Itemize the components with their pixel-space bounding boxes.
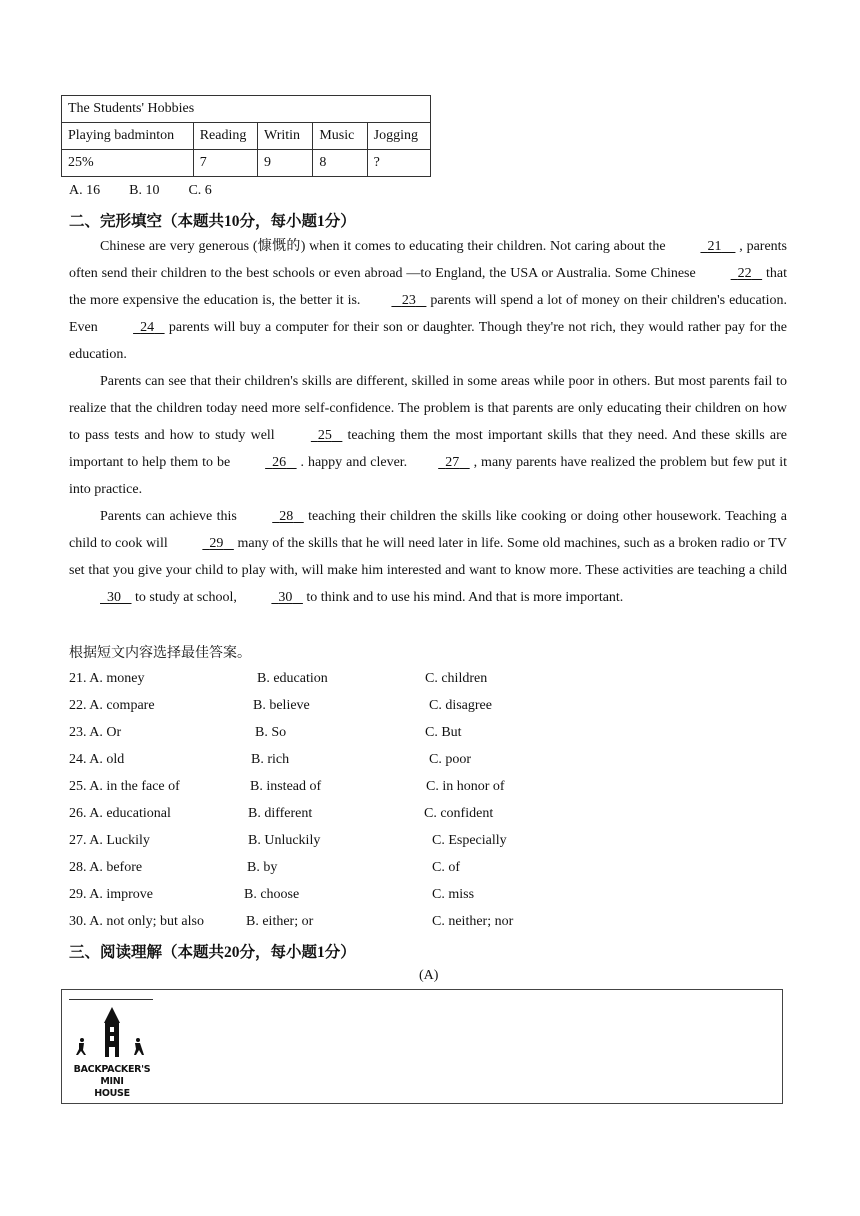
table-header-cell: Music bbox=[313, 123, 367, 150]
blank-26: 26 bbox=[272, 455, 287, 470]
passage-label: (A) bbox=[419, 968, 439, 983]
option-a: A. 16 bbox=[69, 183, 101, 198]
list-item: 23. A. Or B. So C. But bbox=[69, 725, 462, 740]
paragraph-2: Parents can see that their children's skills are different, skilled in some areas while poor in others. But most parents fail to realize that the children today need more self-confidence. The problem is that parents are only educating their children on how to pass tests and how to study well 25 teaching them the most important skills that they need. And these skills are important to help them to be 26 . happy and clever. 27 , many parents have realized the problem but few put it into practice. bbox=[69, 374, 788, 497]
list-item: 28. A. before B. by C. of bbox=[69, 860, 460, 875]
table-title: The Students' Hobbies bbox=[62, 96, 431, 123]
instruction: 根据短文内容选择最佳答案。 bbox=[69, 646, 251, 661]
option-c: C. 6 bbox=[188, 183, 212, 198]
list-item: 24. A. old B. rich C. poor bbox=[69, 752, 471, 767]
list-item: 26. A. educational B. different C. confident bbox=[69, 806, 494, 821]
section2-title: 二、完形填空（本题共10分，每小题1分） bbox=[69, 213, 356, 230]
option-b: B. 10 bbox=[129, 183, 160, 198]
blank-21: 21 bbox=[707, 239, 722, 254]
blank-28: 28 bbox=[279, 509, 294, 524]
list-item: 27. A. Luckily B. Unluckily C. Especially bbox=[69, 833, 507, 848]
table-header-cell: Jogging bbox=[367, 123, 430, 150]
table-header-row bbox=[62, 123, 431, 150]
table-cell: 8 bbox=[313, 150, 367, 177]
blank-29: 29 bbox=[209, 536, 224, 551]
blank-24: 24 bbox=[140, 320, 155, 335]
q20-options bbox=[69, 183, 212, 199]
paragraph-1: Chinese are very generous (慷慨的) when it comes to educating their children. Not caring about the 21 , parents often send their children to the best schools or even abroad —to England, the USA or Australia. Some Chinese 22 that the more expensive the education is, the better it is. 23 parents will spend a lot of money on their children's education. Even 24 parents will buy a computer for their son or daughter. Though they're not rich, they would rather pay for the education. bbox=[69, 233, 787, 368]
table-cell: 9 bbox=[258, 150, 313, 177]
hobbies-table bbox=[61, 95, 431, 177]
house-icon bbox=[68, 1007, 158, 1059]
list-item: 25. A. in the face of B. instead of C. in honor of bbox=[69, 779, 505, 794]
divider bbox=[69, 999, 153, 1000]
reading-passage-box bbox=[61, 989, 783, 1104]
blank-30a: 30 bbox=[107, 590, 121, 605]
table-cell: 25% bbox=[62, 150, 194, 177]
backpacker-logo bbox=[68, 1007, 158, 1097]
blank-22: 22 bbox=[737, 266, 752, 281]
blank-30b: 30 bbox=[278, 590, 293, 605]
table-header-cell: Reading bbox=[193, 123, 257, 150]
blank-27: 27 bbox=[445, 455, 460, 470]
blank-25: 25 bbox=[317, 428, 332, 443]
list-item: 22. A. compare B. believe C. disagree bbox=[69, 698, 492, 713]
list-item: 21. A. money B. education C. children bbox=[69, 671, 488, 686]
logo-text: BACKPACKER'S MINI HOUSE bbox=[73, 1064, 151, 1099]
table-cell: ? bbox=[367, 150, 430, 177]
table-cell: 7 bbox=[193, 150, 257, 177]
table-header-cell: Playing badminton bbox=[62, 123, 194, 150]
section3-title: 三、阅读理解（本题共20分，每小题1分） bbox=[69, 944, 356, 961]
table-row bbox=[62, 150, 431, 177]
cloze-passage bbox=[69, 233, 787, 611]
table-header-cell: Writin bbox=[258, 123, 313, 150]
paragraph-3: Parents can achieve this 28 teaching their children the skills like cooking or doing other housework. Teaching a child to cook will 29 many of the skills that he will need later in life. Some old machines, such as a broken radio or TV set that you give your child to play with, will make him interested and want to know more. These activities are teaching a child 30 to study at school, 30 to think and to use his mind. And that is more important. bbox=[69, 503, 787, 611]
list-item: 29. A. improve B. choose C. miss bbox=[69, 887, 475, 902]
blank-23: 23 bbox=[401, 293, 416, 308]
list-item: 30. A. not only; but also B. either; or C. neither; nor bbox=[69, 914, 514, 929]
